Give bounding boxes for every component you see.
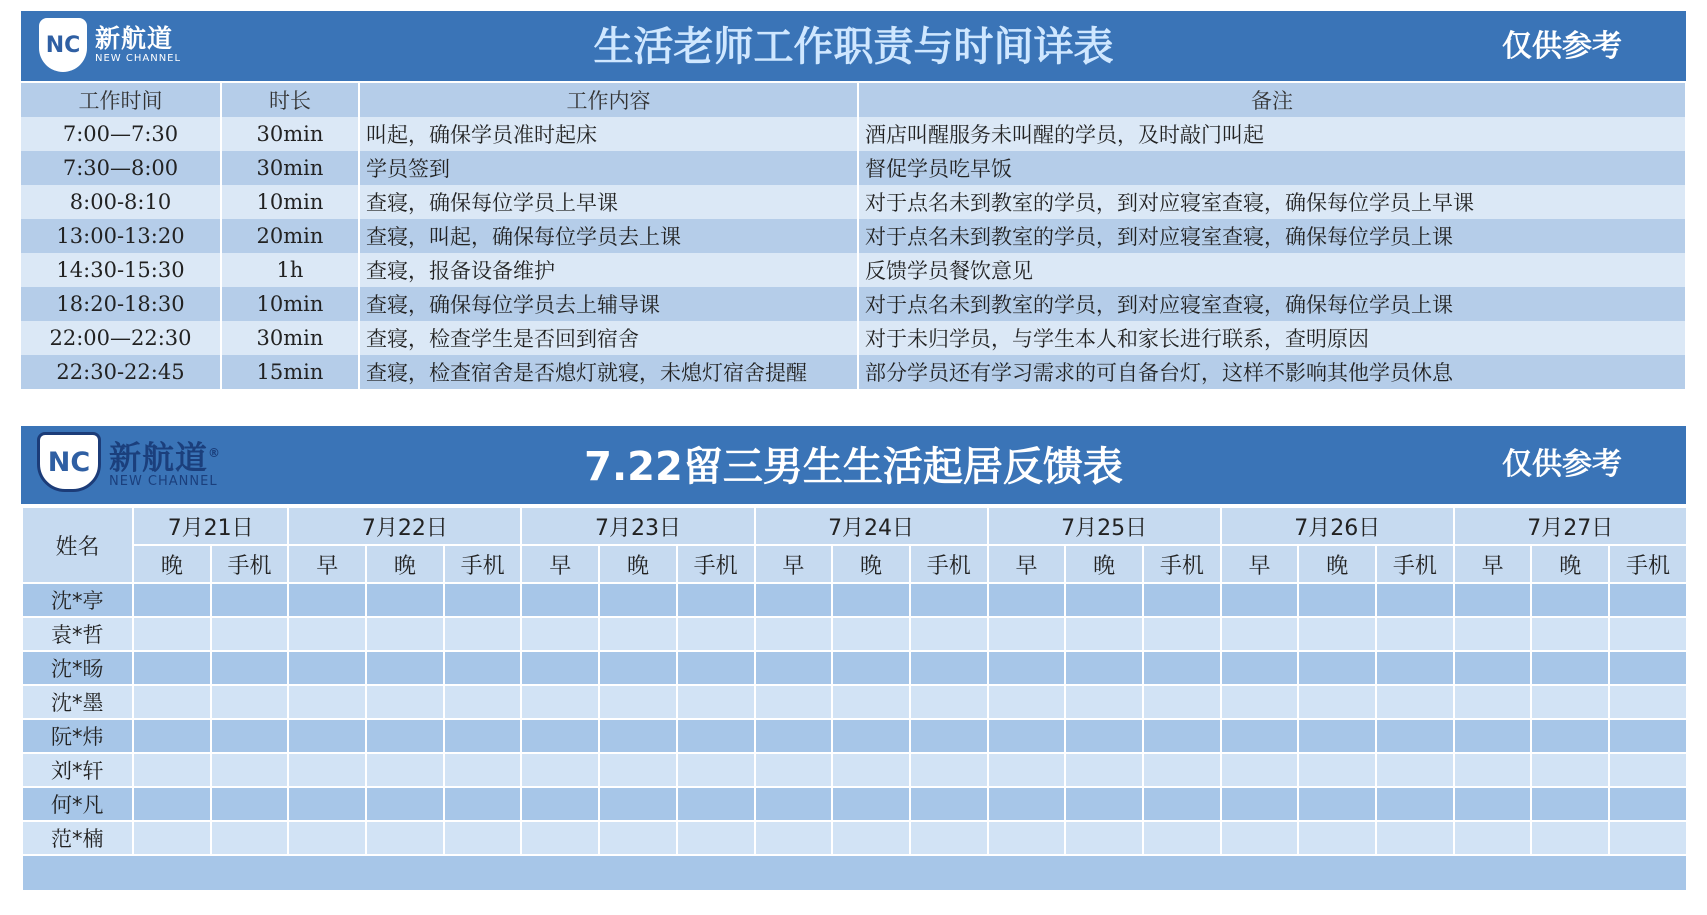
footer-cell	[22, 855, 1687, 891]
check-cell[interactable]	[599, 685, 677, 719]
check-cell[interactable]	[755, 787, 833, 821]
duration-cell: 30min	[221, 321, 359, 355]
duration-cell: 1h	[221, 253, 359, 287]
duty-row	[21, 151, 1686, 185]
check-cell[interactable]	[832, 617, 910, 651]
check-cell[interactable]	[1298, 821, 1376, 855]
check-cell[interactable]	[1221, 651, 1299, 685]
remark-cell: 对于点名未到教室的学员，到对应寝室查寝，确保每位学员上早课	[858, 185, 1686, 219]
date-header: 7月23日	[521, 507, 754, 545]
check-cell[interactable]	[1376, 583, 1454, 617]
check-cell[interactable]	[211, 685, 289, 719]
check-cell[interactable]	[988, 583, 1066, 617]
check-cell[interactable]	[1298, 617, 1376, 651]
check-cell[interactable]	[1609, 617, 1687, 651]
check-cell[interactable]	[832, 719, 910, 753]
check-cell[interactable]	[133, 651, 211, 685]
period-header: 晚	[599, 545, 677, 583]
check-cell[interactable]	[133, 787, 211, 821]
remark-cell: 督促学员吃早饭	[858, 151, 1686, 185]
check-cell[interactable]	[988, 821, 1066, 855]
feedback-table	[21, 506, 1688, 892]
check-cell[interactable]	[211, 753, 289, 787]
check-cell[interactable]	[1609, 583, 1687, 617]
check-cell[interactable]	[755, 617, 833, 651]
check-cell[interactable]	[1376, 651, 1454, 685]
check-cell[interactable]	[133, 821, 211, 855]
duty-table-title: 生活老师工作职责与时间详表	[593, 24, 1114, 70]
period-header: 手机	[1609, 545, 1687, 583]
check-cell[interactable]	[366, 753, 444, 787]
check-cell[interactable]	[599, 753, 677, 787]
work-time-cell: 18:20-18:30	[21, 287, 221, 321]
check-cell[interactable]	[366, 617, 444, 651]
period-header: 早	[1221, 545, 1299, 583]
duty-row	[21, 287, 1686, 321]
student-row	[22, 583, 1687, 617]
check-cell[interactable]	[910, 719, 988, 753]
check-cell[interactable]	[521, 685, 599, 719]
period-header: 晚	[1531, 545, 1609, 583]
header-remarks: 备注	[858, 83, 1686, 117]
duty-row	[21, 321, 1686, 355]
remark-cell: 对于点名未到教室的学员，到对应寝室查寝，确保每位学员上课	[858, 219, 1686, 253]
check-cell[interactable]	[1065, 753, 1143, 787]
check-cell[interactable]	[521, 821, 599, 855]
work-time-cell: 8:00-8:10	[21, 185, 221, 219]
duty-table-note: 仅供参考	[1502, 29, 1622, 64]
date-header-row	[22, 507, 1687, 545]
check-cell[interactable]	[1454, 685, 1532, 719]
check-cell[interactable]	[366, 821, 444, 855]
check-cell[interactable]	[1454, 719, 1532, 753]
check-cell[interactable]	[677, 719, 755, 753]
check-cell[interactable]	[1065, 583, 1143, 617]
check-cell[interactable]	[910, 617, 988, 651]
check-cell[interactable]	[521, 753, 599, 787]
duration-cell: 30min	[221, 151, 359, 185]
check-cell[interactable]	[599, 651, 677, 685]
check-cell[interactable]	[366, 719, 444, 753]
check-cell[interactable]	[1376, 787, 1454, 821]
check-cell[interactable]	[1376, 753, 1454, 787]
check-cell[interactable]	[1454, 787, 1532, 821]
check-cell[interactable]	[988, 787, 1066, 821]
check-cell[interactable]	[288, 685, 366, 719]
logo-english-name: NEW CHANNEL	[95, 53, 182, 64]
check-cell[interactable]	[1376, 617, 1454, 651]
check-cell[interactable]	[444, 583, 522, 617]
check-cell[interactable]	[133, 719, 211, 753]
check-cell[interactable]	[521, 719, 599, 753]
check-cell[interactable]	[211, 617, 289, 651]
period-header: 早	[755, 545, 833, 583]
check-cell[interactable]	[1221, 617, 1299, 651]
remark-cell: 部分学员还有学习需求的可自备台灯，这样不影响其他学员休息	[858, 355, 1686, 389]
feedback-table-title: 7.22留三男生生活起居反馈表	[584, 444, 1123, 490]
period-header: 晚	[133, 545, 211, 583]
remark-cell: 对于点名未到教室的学员，到对应寝室查寝，确保每位学员上课	[858, 287, 1686, 321]
check-cell[interactable]	[444, 753, 522, 787]
check-cell[interactable]	[832, 583, 910, 617]
check-cell[interactable]	[988, 617, 1066, 651]
work-content-cell: 查寝，检查学生是否回到宿舍	[359, 321, 858, 355]
period-header: 手机	[211, 545, 289, 583]
check-cell[interactable]	[1376, 821, 1454, 855]
student-name: 袁*哲	[22, 617, 133, 651]
period-header: 手机	[677, 545, 755, 583]
student-name: 沈*亭	[22, 583, 133, 617]
duty-row	[21, 355, 1686, 389]
logo-english-name: NEW CHANNEL	[109, 474, 218, 490]
check-cell[interactable]	[832, 787, 910, 821]
check-cell[interactable]	[832, 821, 910, 855]
work-content-cell: 查寝，叫起，确保每位学员去上课	[359, 219, 858, 253]
period-header: 手机	[1143, 545, 1221, 583]
period-header: 手机	[444, 545, 522, 583]
check-cell[interactable]	[910, 583, 988, 617]
check-cell[interactable]	[988, 685, 1066, 719]
duty-row	[21, 185, 1686, 219]
work-content-cell: 叫起，确保学员准时起床	[359, 117, 858, 151]
period-header: 晚	[1298, 545, 1376, 583]
check-cell[interactable]	[1454, 821, 1532, 855]
check-cell[interactable]	[910, 685, 988, 719]
check-cell[interactable]	[988, 719, 1066, 753]
period-header: 早	[1454, 545, 1532, 583]
check-cell[interactable]	[1143, 685, 1221, 719]
check-cell[interactable]	[1143, 753, 1221, 787]
check-cell[interactable]	[444, 787, 522, 821]
student-row	[22, 685, 1687, 719]
student-row	[22, 821, 1687, 855]
period-header: 早	[988, 545, 1066, 583]
check-cell[interactable]	[755, 821, 833, 855]
check-cell[interactable]	[133, 753, 211, 787]
check-cell[interactable]	[1298, 719, 1376, 753]
check-cell[interactable]	[1609, 719, 1687, 753]
check-cell[interactable]	[288, 617, 366, 651]
check-cell[interactable]	[677, 821, 755, 855]
period-header-row	[22, 545, 1687, 583]
check-cell[interactable]	[288, 787, 366, 821]
check-cell[interactable]	[1298, 753, 1376, 787]
check-cell[interactable]	[288, 651, 366, 685]
check-cell[interactable]	[1454, 617, 1532, 651]
check-cell[interactable]	[988, 651, 1066, 685]
work-content-cell: 查寝，报备设备维护	[359, 253, 858, 287]
check-cell[interactable]	[1376, 719, 1454, 753]
duration-cell: 10min	[221, 185, 359, 219]
check-cell[interactable]	[1221, 821, 1299, 855]
work-content-cell: 查寝，确保每位学员上早课	[359, 185, 858, 219]
check-cell[interactable]	[755, 753, 833, 787]
check-cell[interactable]	[211, 651, 289, 685]
check-cell[interactable]	[832, 685, 910, 719]
check-cell[interactable]	[1454, 753, 1532, 787]
check-cell[interactable]	[1298, 787, 1376, 821]
check-cell[interactable]	[1221, 719, 1299, 753]
student-name: 沈*墨	[22, 685, 133, 719]
remark-cell: 对于未归学员，与学生本人和家长进行联系，查明原因	[858, 321, 1686, 355]
student-name: 沈*旸	[22, 651, 133, 685]
duty-table-banner	[21, 11, 1686, 81]
registered-mark: ®	[208, 445, 222, 460]
check-cell[interactable]	[599, 787, 677, 821]
check-cell[interactable]	[1143, 719, 1221, 753]
check-cell[interactable]	[366, 685, 444, 719]
check-cell[interactable]	[988, 753, 1066, 787]
check-cell[interactable]	[755, 651, 833, 685]
check-cell[interactable]	[1143, 617, 1221, 651]
check-cell[interactable]	[521, 583, 599, 617]
check-cell[interactable]	[910, 753, 988, 787]
check-cell[interactable]	[1065, 617, 1143, 651]
check-cell[interactable]	[677, 583, 755, 617]
date-header: 7月26日	[1221, 507, 1454, 545]
check-cell[interactable]	[599, 821, 677, 855]
student-row	[22, 651, 1687, 685]
period-header: 晚	[366, 545, 444, 583]
feedback-table-footer-row	[22, 855, 1687, 891]
check-cell[interactable]	[832, 651, 910, 685]
duty-table-header-row	[21, 83, 1686, 117]
student-name: 范*楠	[22, 821, 133, 855]
duration-cell: 10min	[221, 287, 359, 321]
check-cell[interactable]	[444, 617, 522, 651]
check-cell[interactable]	[133, 685, 211, 719]
check-cell[interactable]	[288, 821, 366, 855]
student-name: 刘*轩	[22, 753, 133, 787]
date-header: 7月22日	[288, 507, 521, 545]
check-cell[interactable]	[1065, 821, 1143, 855]
check-cell[interactable]	[1609, 651, 1687, 685]
check-cell[interactable]	[599, 617, 677, 651]
work-content-cell: 查寝，确保每位学员去上辅导课	[359, 287, 858, 321]
work-time-cell: 7:30—8:00	[21, 151, 221, 185]
check-cell[interactable]	[366, 583, 444, 617]
check-cell[interactable]	[1298, 685, 1376, 719]
duty-schedule-table	[21, 83, 1687, 389]
check-cell[interactable]	[1609, 685, 1687, 719]
check-cell[interactable]	[677, 651, 755, 685]
work-time-cell: 13:00-13:20	[21, 219, 221, 253]
check-cell[interactable]	[832, 753, 910, 787]
check-cell[interactable]	[1531, 787, 1609, 821]
feedback-table-banner	[21, 426, 1686, 504]
period-header: 早	[521, 545, 599, 583]
period-header: 早	[288, 545, 366, 583]
check-cell[interactable]	[1531, 685, 1609, 719]
student-name: 阮*炜	[22, 719, 133, 753]
check-cell[interactable]	[755, 583, 833, 617]
check-cell[interactable]	[1609, 821, 1687, 855]
work-time-cell: 7:00—7:30	[21, 117, 221, 151]
check-cell[interactable]	[599, 583, 677, 617]
check-cell[interactable]	[366, 787, 444, 821]
check-cell[interactable]	[444, 821, 522, 855]
period-header: 手机	[1376, 545, 1454, 583]
check-cell[interactable]	[211, 719, 289, 753]
check-cell[interactable]	[1065, 787, 1143, 821]
date-header: 7月21日	[133, 507, 288, 545]
check-cell[interactable]	[133, 617, 211, 651]
period-header: 手机	[910, 545, 988, 583]
check-cell[interactable]	[1531, 753, 1609, 787]
check-cell[interactable]	[1609, 753, 1687, 787]
date-header: 7月24日	[755, 507, 988, 545]
feedback-table-note: 仅供参考	[1502, 447, 1622, 482]
work-content-cell: 学员签到	[359, 151, 858, 185]
check-cell[interactable]	[910, 651, 988, 685]
check-cell[interactable]	[910, 821, 988, 855]
check-cell[interactable]	[521, 651, 599, 685]
header-name: 姓名	[22, 507, 133, 583]
check-cell[interactable]	[1065, 685, 1143, 719]
check-cell[interactable]	[1065, 651, 1143, 685]
header-work-content: 工作内容	[359, 83, 858, 117]
remark-cell: 反馈学员餐饮意见	[858, 253, 1686, 287]
duration-cell: 20min	[221, 219, 359, 253]
student-row	[22, 787, 1687, 821]
duration-cell: 30min	[221, 117, 359, 151]
header-work-time: 工作时间	[21, 83, 221, 117]
work-time-cell: 22:30-22:45	[21, 355, 221, 389]
date-header: 7月27日	[1454, 507, 1687, 545]
student-name: 何*凡	[22, 787, 133, 821]
remark-cell: 酒店叫醒服务未叫醒的学员，及时敲门叫起	[858, 117, 1686, 151]
check-cell[interactable]	[1531, 617, 1609, 651]
date-header: 7月25日	[988, 507, 1221, 545]
check-cell[interactable]	[677, 617, 755, 651]
student-row	[22, 753, 1687, 787]
check-cell[interactable]	[755, 719, 833, 753]
check-cell[interactable]	[444, 685, 522, 719]
check-cell[interactable]	[1221, 753, 1299, 787]
check-cell[interactable]	[444, 719, 522, 753]
duration-cell: 15min	[221, 355, 359, 389]
check-cell[interactable]	[444, 651, 522, 685]
check-cell[interactable]	[1065, 719, 1143, 753]
check-cell[interactable]	[677, 685, 755, 719]
check-cell[interactable]	[1221, 685, 1299, 719]
student-row	[22, 719, 1687, 753]
work-time-cell: 14:30-15:30	[21, 253, 221, 287]
nc-shield-icon: NC	[39, 18, 87, 72]
student-row	[22, 617, 1687, 651]
check-cell[interactable]	[521, 787, 599, 821]
check-cell[interactable]	[677, 787, 755, 821]
check-cell[interactable]	[1531, 821, 1609, 855]
check-cell[interactable]	[1143, 787, 1221, 821]
check-cell[interactable]	[1531, 583, 1609, 617]
check-cell[interactable]	[211, 787, 289, 821]
check-cell[interactable]	[288, 719, 366, 753]
duty-row	[21, 219, 1686, 253]
check-cell[interactable]	[521, 617, 599, 651]
check-cell[interactable]	[755, 685, 833, 719]
check-cell[interactable]	[288, 753, 366, 787]
check-cell[interactable]	[133, 583, 211, 617]
check-cell[interactable]	[366, 651, 444, 685]
nc-shield-icon: NC	[37, 432, 101, 492]
check-cell[interactable]	[599, 719, 677, 753]
check-cell[interactable]	[1609, 787, 1687, 821]
logo-chinese-name: 新航道	[95, 24, 174, 53]
duty-row	[21, 117, 1686, 151]
check-cell[interactable]	[1454, 651, 1532, 685]
logo-chinese-name: 新航道®	[109, 438, 222, 477]
check-cell[interactable]	[211, 583, 289, 617]
period-header: 晚	[832, 545, 910, 583]
check-cell[interactable]	[211, 821, 289, 855]
work-content-cell: 查寝，检查宿舍是否熄灯就寝，未熄灯宿舍提醒	[359, 355, 858, 389]
period-header: 晚	[1065, 545, 1143, 583]
check-cell[interactable]	[1221, 583, 1299, 617]
check-cell[interactable]	[288, 583, 366, 617]
check-cell[interactable]	[1221, 787, 1299, 821]
check-cell[interactable]	[1143, 651, 1221, 685]
check-cell[interactable]	[1143, 821, 1221, 855]
duty-row	[21, 253, 1686, 287]
check-cell[interactable]	[1531, 719, 1609, 753]
check-cell[interactable]	[677, 753, 755, 787]
header-duration: 时长	[221, 83, 359, 117]
work-time-cell: 22:00—22:30	[21, 321, 221, 355]
check-cell[interactable]	[1143, 583, 1221, 617]
check-cell[interactable]	[1454, 583, 1532, 617]
check-cell[interactable]	[1376, 685, 1454, 719]
check-cell[interactable]	[1298, 583, 1376, 617]
check-cell[interactable]	[910, 787, 988, 821]
check-cell[interactable]	[1298, 651, 1376, 685]
check-cell[interactable]	[1531, 651, 1609, 685]
